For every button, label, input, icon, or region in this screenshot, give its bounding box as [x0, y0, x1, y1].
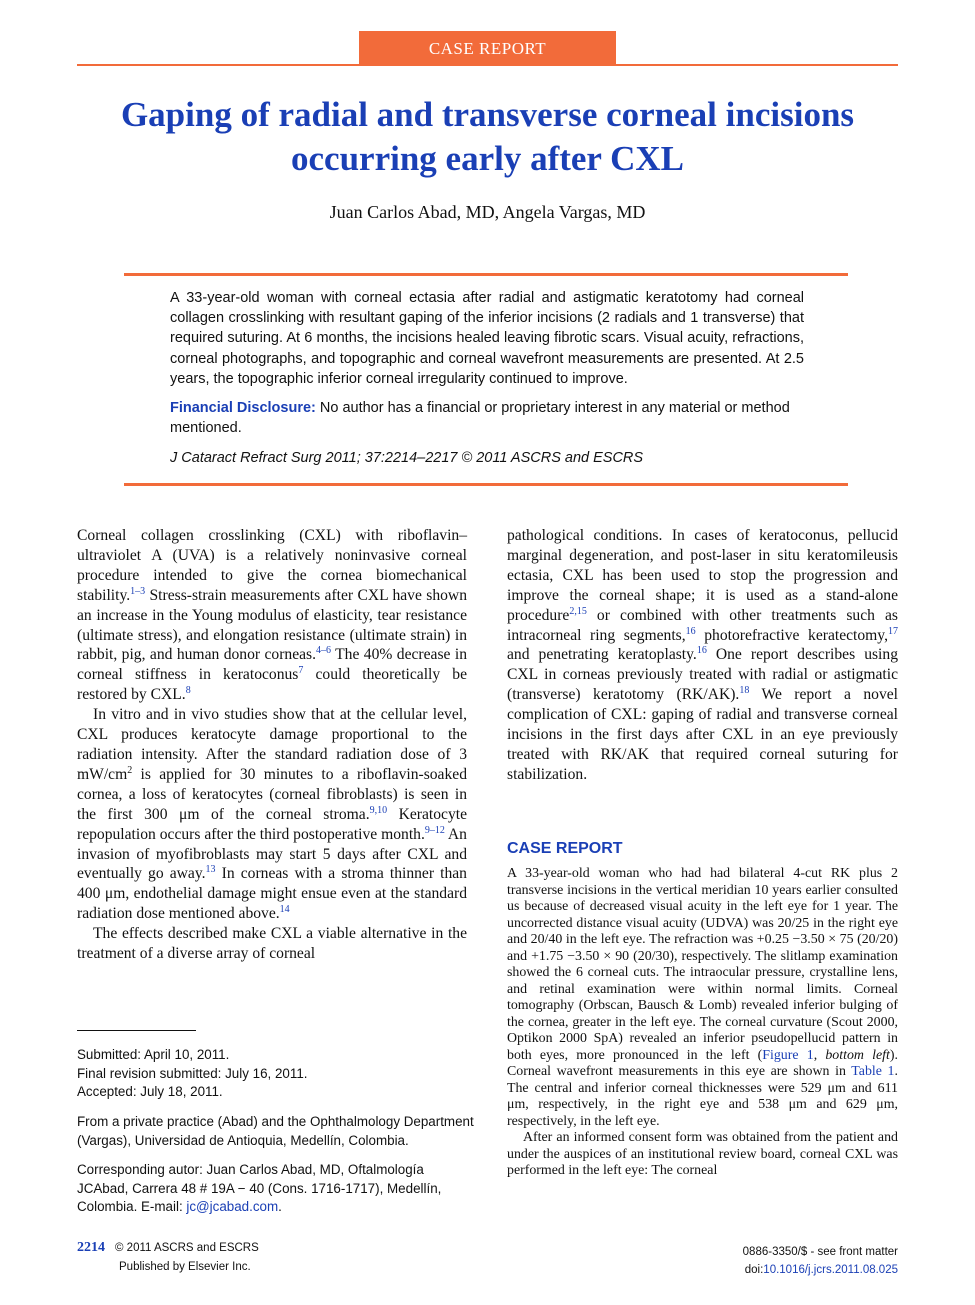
footer-right [743, 1243, 898, 1279]
accepted-date: Accepted: July 18, 2011. [77, 1084, 223, 1099]
reference-link[interactable]: 17 [888, 625, 898, 637]
footer-left [77, 1240, 259, 1256]
reference-link[interactable]: 2,15 [569, 605, 587, 617]
case-report-body [507, 866, 898, 1180]
reference-link[interactable]: 1–3 [130, 585, 146, 597]
superscript: 2 [127, 764, 133, 776]
table-link[interactable]: Table 1 [851, 1064, 895, 1079]
reference-link[interactable]: 9–12 [424, 824, 445, 836]
abstract-text: A 33-year-old woman with corneal ectasia after radial and astigmatic keratotomy had corneal collagen crosslinking with resultant gaping of the inferior incisions (2 radials and 1 transverse) that required suturing. At 6 months, the incisions healed leaving fibrotic scars. Visual acuity, refractions, corneal photographs, and topographic and corneal wavefront measurements are presented. At 2.5 years, the topographic inferior corneal irregularity continued to improve. [170, 290, 804, 387]
reference-link[interactable]: 14 [279, 904, 290, 916]
case-paragraph-2: After an informed consent form was obtained from the patient and under the auspices of an institutional review board, corneal CXL was performed in the left eye: The corneal [507, 1130, 898, 1178]
footnote-rule [77, 1030, 196, 1031]
intro-paragraph-3: The effects described make CXL a viable alternative in the treatment of a diverse array of corneal [77, 925, 467, 963]
revision-date: Final revision submitted: July 16, 2011. [77, 1065, 308, 1081]
email-link[interactable]: jc@jcabad.com [186, 1199, 279, 1214]
reference-link[interactable]: 16 [696, 645, 707, 657]
reference-link[interactable]: 7 [298, 665, 304, 677]
disclosure-text: No author has a financial or proprietary interest in any material or method mentioned. [170, 400, 790, 437]
article-type-tag: CASE REPORT [359, 31, 616, 66]
financial-disclosure [170, 398, 804, 438]
affiliation-note: From a private practice (Abad) and the Ophthalmology Department (Vargas), Universidad de Antioquia, Medellín, Colombia. [77, 1114, 474, 1148]
reference-link[interactable]: 8 [185, 685, 191, 697]
doi-link[interactable]: 10.1016/j.jcrs.2011.08.025 [763, 1264, 898, 1276]
corresponding-author: Corresponding autor: Juan Carlos Abad, MD, Oftalmología JCAbad, Carrera 48 # 19A − 40 (Cons. 1716-1717), Medellín, Colombia. E-mail: jc@jcabad.com. [77, 1162, 442, 1214]
section-heading: CASE REPORT [507, 840, 623, 857]
reference-link[interactable]: 16 [685, 625, 696, 637]
left-column-body [77, 526, 467, 964]
figure-position: bottom left [825, 1047, 890, 1063]
right-column-body [507, 526, 898, 785]
abstract-top-rule [124, 273, 848, 276]
reference-link[interactable]: 13 [205, 864, 216, 876]
abstract [170, 288, 804, 469]
abstract-bottom-rule [124, 483, 848, 486]
publisher-line: Published by Elsevier Inc. [119, 1261, 251, 1273]
reference-link[interactable]: 18 [739, 685, 750, 697]
author-list: Juan Carlos Abad, MD, Angela Vargas, MD [329, 202, 646, 222]
intro-paragraph-2: In vitro and in vivo studies show that at the cellular level, CXL produces keratocyte damage proportional to the radiation intensity. After the standard radiation dose of 3 $mW/cm^2$ is applied for 30 minutes to a riboflavin-soaked cornea, a loss of keratocytes (corneal fibroblasts) is seen in the first 300 μm of the corneal stroma.$^{9,10}$ Keratocyte repopulation occurs after the third postoperative month.$^{9-12}$ An invasion of myofibroblasts may start 5 days after CXL and eventually go away.$^{13}$ In corneas with a stroma thinner than 400 μm, endothelial damage might ensue even at the standard radiation dose mentioned above.$^{14}$ [77, 706, 467, 923]
issn-line: 0886-3350/$ - see front matter [742, 1246, 898, 1258]
intro-continuation: pathological conditions. In cases of keratoconus, pellucid marginal degeneration, and post-laser in situ keratomileusis ectasia, CXL has been used to stop the progression and improve the corneal shape; it is used as a stand-alone procedure$^{2,15}$ or combined with other treatments such as intracorneal ring segments,$^{16}$ photorefractive keratectomy,$^{17}$ and penetrating keratoplasty.$^{16}$ One report describes using CXL in corneas previously treated with radial or astigmatic (transverse) keratotomy (RK/AK).$^{18}$ We report a novel complication of CXL: gaping of radial and transverse corneal incisions in the first days after CXL in an eye previously treated with RK/AK that required corneal suturing for stabilization. [507, 527, 898, 783]
reference-link[interactable]: 4–6 [316, 645, 332, 657]
reference-link[interactable]: 9,10 [369, 804, 388, 816]
footer-copyright: © 2011 ASCRS and ESCRS [115, 1242, 259, 1254]
disclosure-label: Financial Disclosure: [170, 400, 316, 417]
figure-link[interactable]: Figure 1 [762, 1047, 814, 1063]
journal-citation: J Cataract Refract Surg 2011; 37:2214–2217 © 2011 ASCRS and ESCRS [170, 450, 644, 467]
submitted-date: Submitted: April 10, 2011. [77, 1047, 230, 1062]
article-title: Gaping of radial and transverse corneal incisions occurring early after CXL [120, 95, 855, 178]
doi-line: doi:10.1016/j.jcrs.2011.08.025 [744, 1264, 898, 1276]
page-number: 2214 [77, 1240, 105, 1255]
case-paragraph-1: A 33-year-old woman who had had bilateral 4-cut RK plus 2 transverse incisions in the vertical meridian 10 years earlier consulted us because of decreased visual acuity in the left eye for 1 year. The uncorrected distance visual acuity (UDVA) was 20/25 in the right eye and 20/40 in the left eye. The refraction was +0.25 −3.50 × 75 (20/20) and +1.75 −3.50 × 90 (20/30), respectively. The slitlamp examination showed the 6 corneal cuts. The intraocular pressure, crystalline lens, and retinal examination were within normal limits. Corneal tomography (Orbscan, Bausch & Lomb) revealed inferior bulging of the cornea, greater in the left eye. The corneal curvature (Scout 2000, Optikon 2000 SpA) revealed an inferior pseudopellucid pattern in both eyes, more pronounced in the left (Figure 1, bottom left). Corneal wavefront measurements in this eye are shown in Table 1. The central and inferior corneal thicknesses were 529 μm and 611 μm, respectively, in the right eye and 538 μm and 629 μm, respectively, in the left eye. [507, 866, 898, 1129]
submission-dates [77, 1046, 477, 1102]
intro-paragraph-1: Corneal collagen crosslinking (CXL) with riboflavin–ultraviolet A (UVA) is a relatively noninvasive corneal procedure intended to give the cornea biomechanical stability.$^{1-3}$ Stress-strain measurements after CXL have shown an increase in the Young modulus of elasticity, tear resistance (ultimate stress), and elongation resistance (ultimate strain) in rabbit, pig, and human donor corneas.$^{4-6}$ The 40% decrease in corneal stiffness in keratoconus$^7$ could theoretically be restored by CXL.$^8$ [77, 527, 467, 704]
